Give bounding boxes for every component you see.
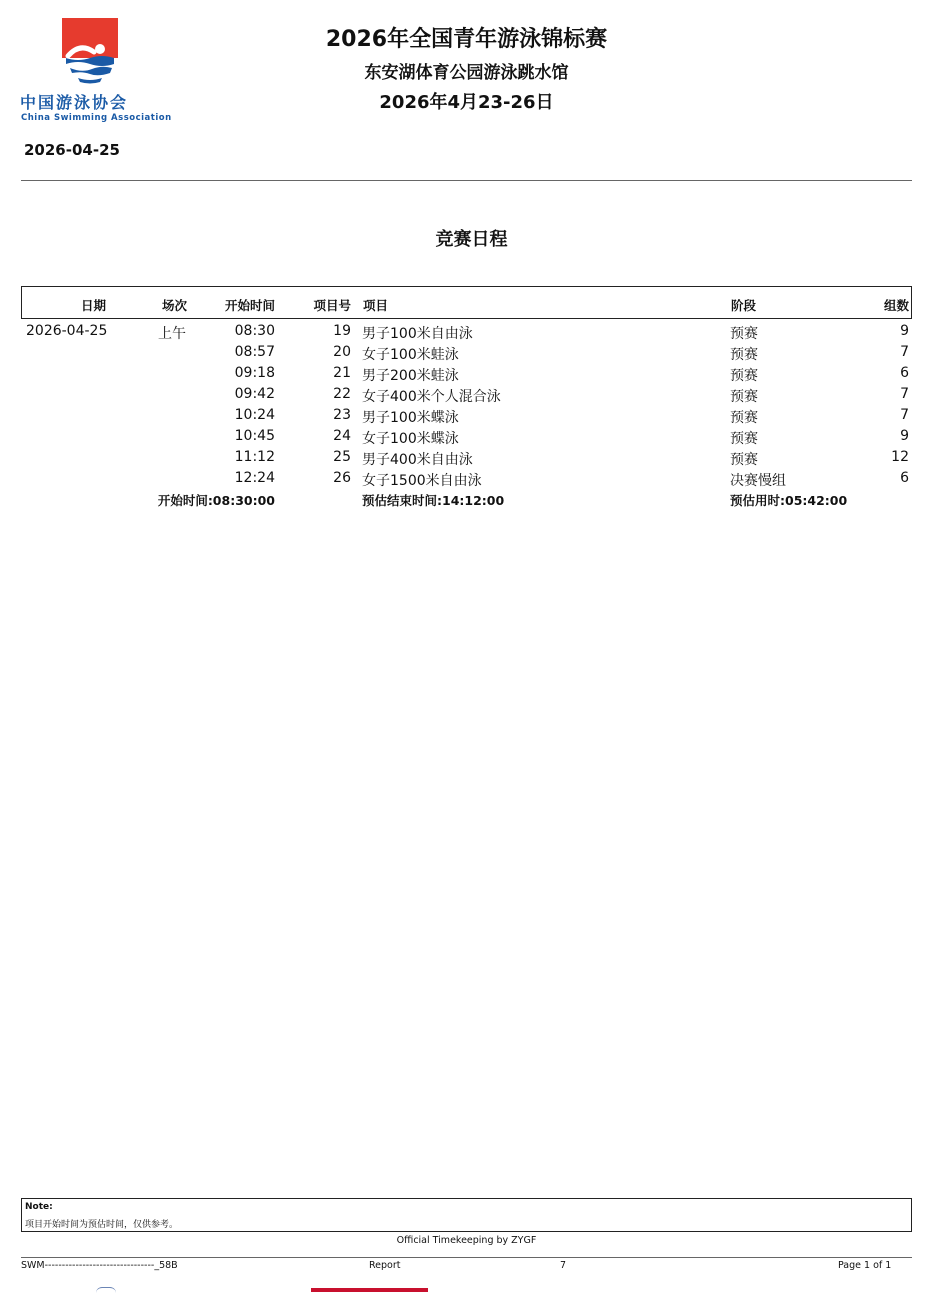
col-header-phase: 阶段 <box>731 298 757 313</box>
phase-cell: 预赛 <box>730 347 758 363</box>
heats-cell: 9 <box>900 323 909 339</box>
event-no-cell: 20 <box>333 344 351 360</box>
phase-cell: 预赛 <box>730 410 758 426</box>
event-cell: 男子400米自由泳 <box>362 452 473 468</box>
heats-cell: 6 <box>900 470 909 486</box>
header-divider <box>21 180 912 181</box>
event-cell: 女子1500米自由泳 <box>362 473 482 489</box>
sponsor-logo-icon <box>96 1287 116 1293</box>
phase-cell: 预赛 <box>730 368 758 384</box>
heats-cell: 7 <box>900 344 909 360</box>
start-time-cell: 10:24 <box>234 407 275 423</box>
venue-name: 东安湖体育公园游泳跳水馆 <box>364 63 569 83</box>
logo-english-name: China Swimming Association <box>21 113 172 123</box>
phase-cell: 预赛 <box>730 389 758 405</box>
sponsor-logo-bar <box>311 1288 428 1292</box>
col-header-event: 项目 <box>363 298 389 313</box>
event-no-cell: 19 <box>333 323 351 339</box>
event-no-cell: 24 <box>333 428 351 444</box>
start-time-cell: 12:24 <box>234 470 275 486</box>
section-title: 竞赛日程 <box>435 229 508 250</box>
china-swimming-association-logo <box>20 16 172 126</box>
note-title: Note: <box>25 1202 53 1212</box>
phase-cell: 预赛 <box>730 452 758 468</box>
report-label: Report <box>369 1260 401 1271</box>
swimmer-logo-icon <box>62 18 118 84</box>
heats-cell: 7 <box>900 386 909 402</box>
phase-cell: 预赛 <box>730 326 758 342</box>
event-no-cell: 21 <box>333 365 351 381</box>
date-cell: 2026-04-25 <box>26 323 108 339</box>
heats-cell: 7 <box>900 407 909 423</box>
report-code: SWM--------------------------------_58B <box>21 1260 178 1271</box>
table-header-box <box>21 286 912 319</box>
col-header-start-time: 开始时间 <box>224 298 275 313</box>
heats-cell: 12 <box>891 449 909 465</box>
session-start-time: 开始时间:08:30:00 <box>157 493 275 508</box>
estimated-end-time: 预估结束时间:14:12:00 <box>362 493 505 508</box>
phase-cell: 预赛 <box>730 431 758 447</box>
col-header-date: 日期 <box>80 298 106 313</box>
heats-cell: 6 <box>900 365 909 381</box>
logo-chinese-name: 中国游泳协会 <box>20 93 129 112</box>
event-no-cell: 23 <box>333 407 351 423</box>
estimated-duration: 预估用时:05:42:00 <box>730 493 848 508</box>
footer-divider <box>21 1257 912 1258</box>
start-time-cell: 11:12 <box>234 449 275 465</box>
start-time-cell: 08:30 <box>234 323 275 339</box>
col-header-event-no: 项目号 <box>313 298 351 313</box>
page-date: 2026-04-25 <box>24 141 120 159</box>
note-text: 项目开始时间为预估时间，仅供参考。 <box>25 1220 179 1230</box>
event-cell: 男子100米蝶泳 <box>362 410 459 426</box>
event-cell: 男子100米自由泳 <box>362 326 473 342</box>
event-cell: 女子100米蝶泳 <box>362 431 459 447</box>
official-timekeeping: Official Timekeeping by ZYGF <box>396 1235 537 1246</box>
championship-title: 2026年全国青年游泳锦标赛 <box>325 27 608 52</box>
session-cell: 上午 <box>158 326 186 342</box>
col-header-session: 场次 <box>162 298 188 313</box>
report-suffix: 7 <box>560 1260 567 1271</box>
heats-cell: 9 <box>900 428 909 444</box>
event-cell: 女子400米个人混合泳 <box>362 389 501 405</box>
phase-cell: 决赛慢组 <box>730 473 786 489</box>
start-time-cell: 10:45 <box>234 428 275 444</box>
event-no-cell: 25 <box>333 449 351 465</box>
event-cell: 女子100米蛙泳 <box>362 347 459 363</box>
col-header-heats: 组数 <box>883 298 909 313</box>
event-cell: 男子200米蛙泳 <box>362 368 459 384</box>
start-time-cell: 09:42 <box>234 386 275 402</box>
start-time-cell: 08:57 <box>234 344 275 360</box>
championship-dates: 2026年4月23-26日 <box>379 92 554 113</box>
page-number: Page 1 of 1 <box>838 1260 892 1271</box>
event-no-cell: 26 <box>333 470 351 486</box>
note-box <box>21 1198 912 1232</box>
event-no-cell: 22 <box>333 386 351 402</box>
start-time-cell: 09:18 <box>234 365 275 381</box>
